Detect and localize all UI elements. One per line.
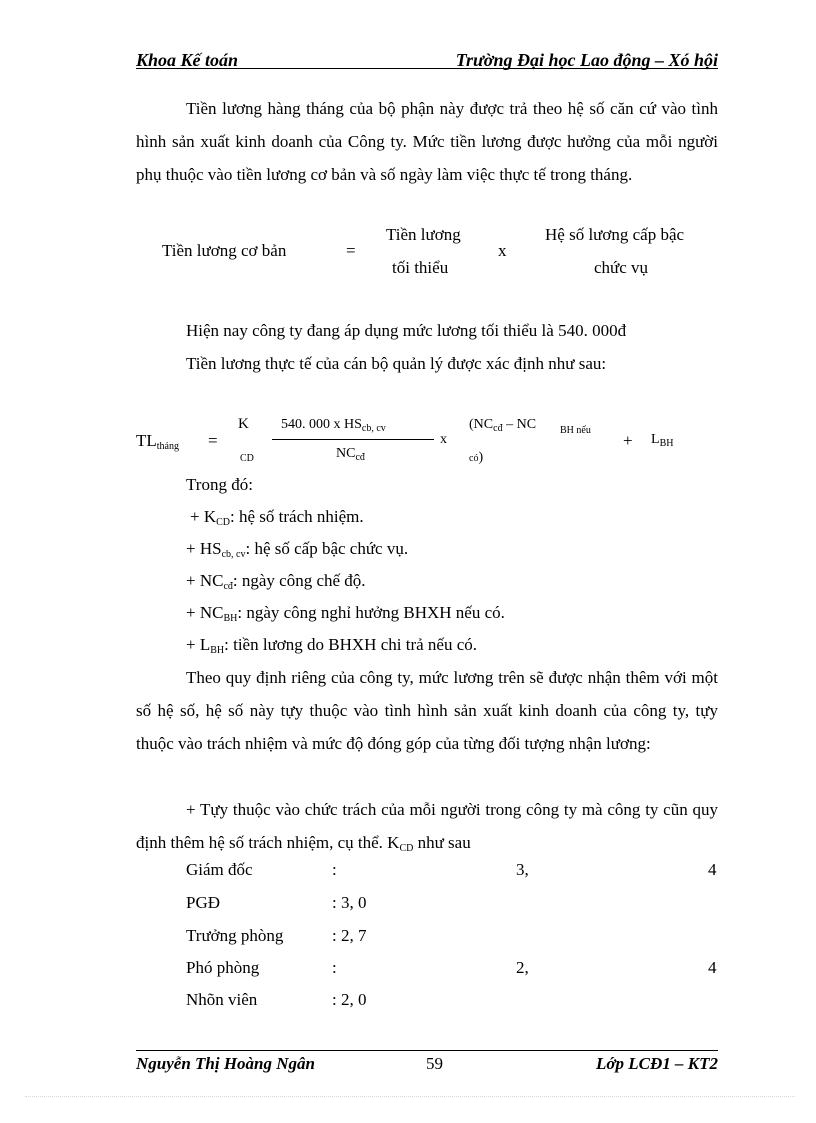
definition-item: + $K_{CD}$: hệ số trách nhiệm.: [190, 507, 364, 528]
definition-item: + $L_{BH}$: tiền lương do BHXH chi trả nếu có.: [186, 635, 477, 656]
formula2-fraction-bar: [272, 439, 434, 440]
formula2-paren-group: ($NC_{cđ}$ – NC: [469, 417, 537, 434]
coefficient-role: Trưởng phòng: [186, 926, 284, 945]
where-label: Trong đó:: [186, 475, 253, 494]
coefficient-value-part: 3,: [516, 860, 529, 879]
formula2-denominator: $NC_{cđ}$: [336, 446, 365, 463]
formula1-term1-line2: tối thiểu: [392, 258, 449, 277]
formula1-term2-line2: chức vụ: [594, 258, 649, 277]
coefficient-value: : 2, 0: [332, 990, 367, 1009]
coefficient-role: Giám đốc: [186, 860, 253, 879]
coefficient-value-part: 2,: [516, 958, 529, 977]
footer-class: Lớp LCĐ1 – KT2: [596, 1054, 718, 1073]
coefficient-separator: :: [332, 860, 337, 879]
formula2-numerator: 540. 000 x $HS_{cb, cv}$: [281, 417, 386, 434]
page-edge-dotted-line: [25, 1096, 795, 1097]
formula1-term2-line1: Hệ số lương cấp bậc: [545, 225, 685, 244]
responsibility-paragraph: + Tựy thuộc vào chức trách của mỗi người trong công ty mà công ty cũn quy định thêm hệ số trách nhiệm, cụ thể. $K_{CD}$ như sau: [136, 800, 718, 854]
footer-author: Nguyễn Thị Hoàng Ngân: [136, 1054, 315, 1073]
regulation-paragraph: Theo quy định riêng của công ty, mức lương trên sẽ được nhận thêm với một số hệ số, hệ số này tựy thuộc vào tình hình sản xuất kinh doanh của công ty, tựy thuộc vào trách nhiệm và mức độ đóng góp của từng đối tượng nhận lương:: [136, 668, 718, 753]
formula2-lhs: $TL_{tháng}$: [136, 431, 179, 452]
coefficient-value: : 3, 0: [332, 893, 367, 912]
coefficient-value-part: 4: [708, 860, 717, 879]
coefficient-role: Nhõn viên: [186, 990, 258, 1009]
coefficient-separator: :: [332, 958, 337, 977]
formula1-equals: =: [346, 241, 356, 260]
actual-wage-intro: Tiền lương thực tế của cán bộ quản lý được xác định như sau:: [186, 354, 607, 373]
formula2-k-sub: CD: [240, 453, 254, 464]
formula2-k: K: [238, 416, 249, 432]
definition-item: + $NC_{BH}$: ngày công nghỉ hưởng BHXH nếu có.: [186, 603, 505, 624]
header-left: Khoa Kế toán: [136, 50, 239, 70]
formula1-term1-line1: Tiền lương: [386, 225, 461, 244]
coefficient-role: PGĐ: [186, 893, 221, 912]
coefficient-value-part: 4: [708, 958, 717, 977]
formula1-times: x: [498, 241, 507, 260]
formula2-equals: =: [208, 431, 218, 450]
coefficient-value: : 2, 7: [332, 926, 367, 945]
formula1-lhs: Tiền lương cơ bản: [162, 241, 287, 260]
definition-item: + $NC_{cđ}$: ngày công chế độ.: [186, 571, 366, 592]
formula2-paren-close: có): [469, 450, 484, 465]
formula2-plus: +: [623, 431, 633, 450]
page-number: 59: [426, 1054, 443, 1073]
formula2-times: x: [440, 432, 447, 447]
header-rule: [136, 68, 718, 69]
min-wage-line: Hiện nay công ty đang áp dụng mức lương tối thiểu là 540. 000đ: [186, 321, 627, 340]
formula2-l-bh: $L_{BH}$: [651, 432, 674, 449]
footer-rule: [136, 1050, 718, 1051]
formula2-bh-sub: BH nếu: [560, 425, 591, 436]
definition-item: + $HS_{cb, cv}$: hệ số cấp bậc chức vụ.: [186, 539, 409, 560]
coefficient-role: Phó phòng: [186, 958, 260, 977]
intro-paragraph: Tiền lương hàng tháng của bộ phận này được trả theo hệ số căn cứ vào tình hình sản xuất kinh doanh của Công ty. Mức tiền lương được hưởng của mỗi người phụ thuộc vào tiền lương cơ bản và số ngày làm việc thực tế trong tháng.: [136, 99, 718, 184]
header-right: Trường Đại học Lao động – Xó hội: [455, 50, 718, 70]
